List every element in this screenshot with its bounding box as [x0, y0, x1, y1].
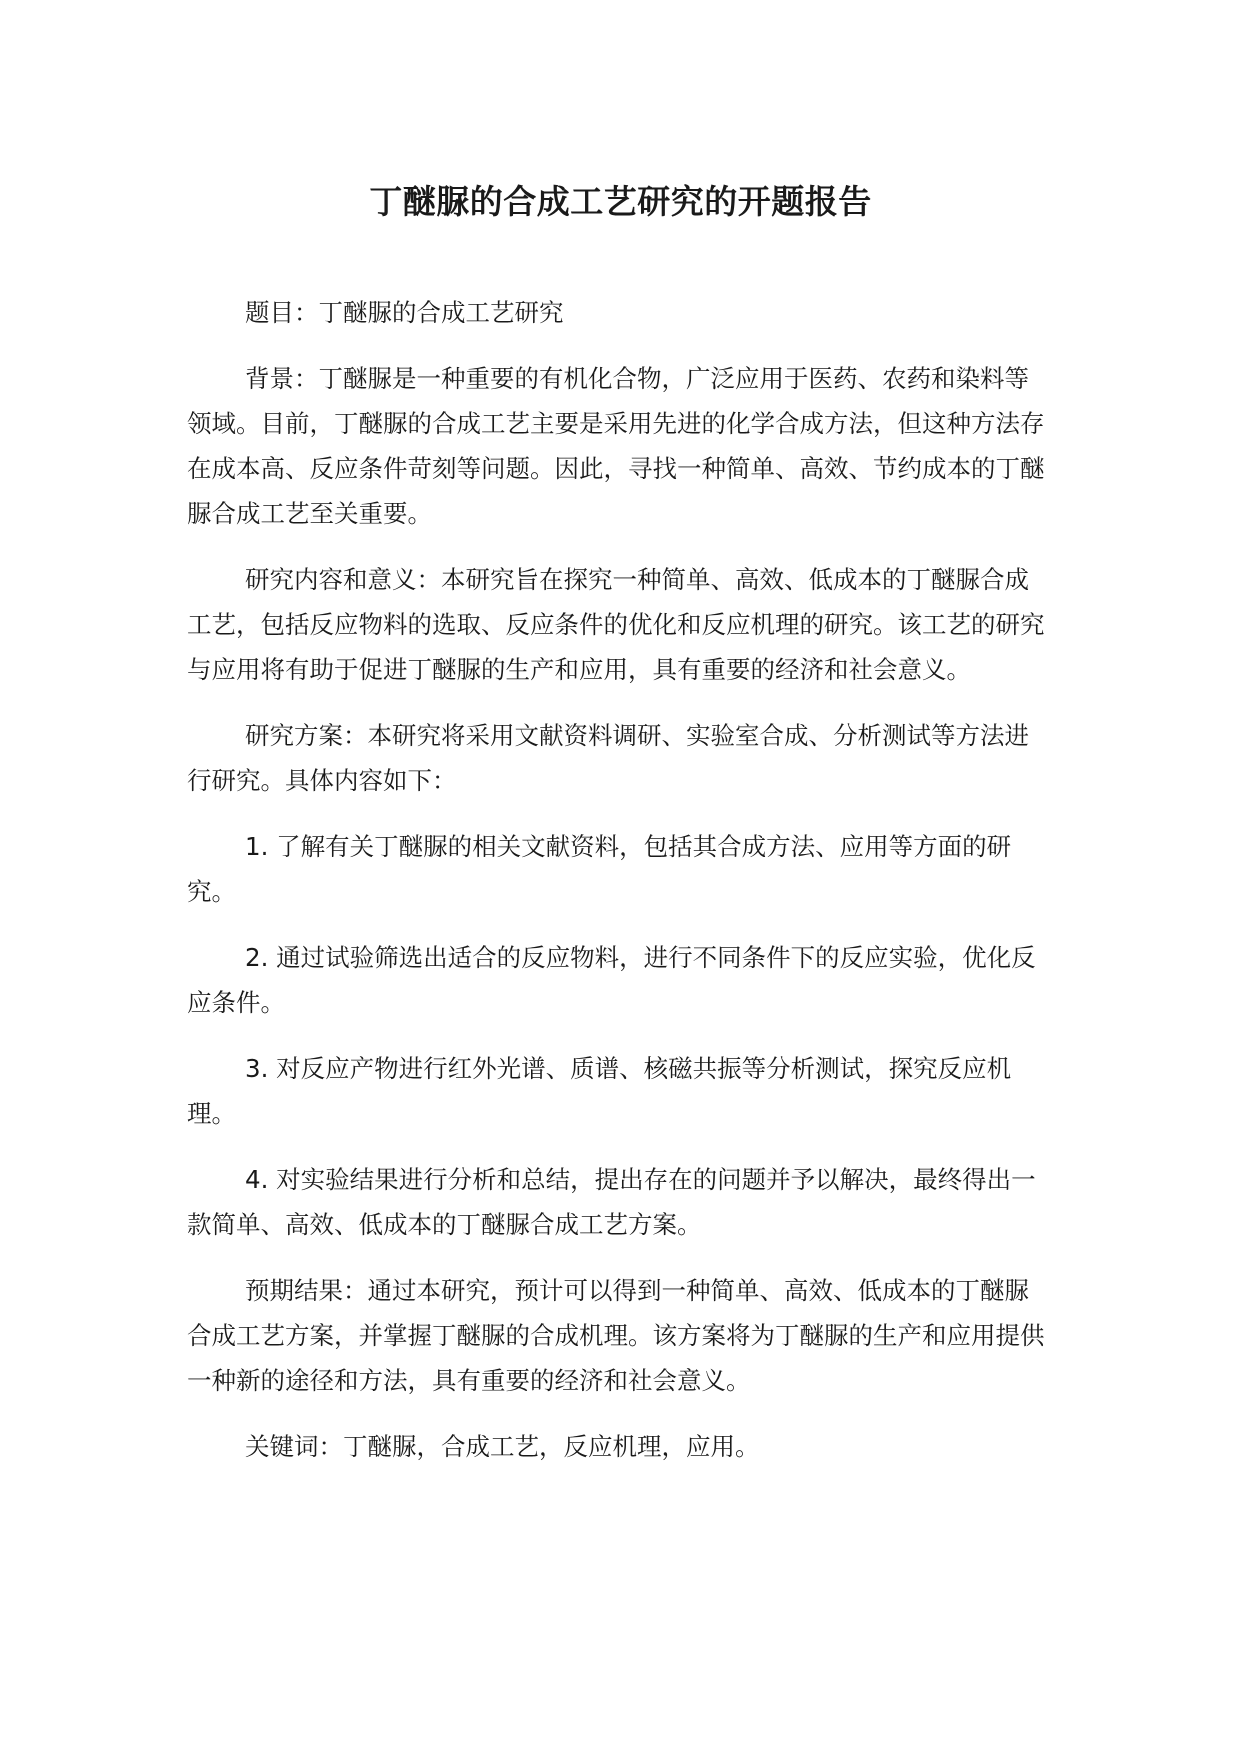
- paragraph-plan-step-4: 4. 对实验结果进行分析和总结，提出存在的问题并予以解决，最终得出一款简单、高效、低成本的丁醚脲合成工艺方案。: [187, 1165, 1036, 1239]
- paragraph-topic: 题目：丁醚脲的合成工艺研究: [245, 298, 564, 327]
- document-body: [187, 290, 1053, 1490]
- paragraph-research-plan: 研究方案：本研究将采用文献资料调研、实验室合成、分析测试等方法进行研究。具体内容如下：: [187, 721, 1029, 795]
- paragraph-plan-step-2: 2. 通过试验筛选出适合的反应物料，进行不同条件下的反应实验，优化反应条件。: [187, 943, 1036, 1017]
- paragraph-keywords: 关键词：丁醚脲，合成工艺，反应机理，应用。: [245, 1432, 760, 1461]
- paragraph-plan-step-1: 1. 了解有关丁醚脲的相关文献资料，包括其合成方法、应用等方面的研究。: [187, 832, 1012, 906]
- document-title: 丁醚脲的合成工艺研究的开题报告: [369, 182, 872, 221]
- paragraph-plan-step-3: 3. 对反应产物进行红外光谱、质谱、核磁共振等分析测试，探究反应机理。: [187, 1054, 1012, 1128]
- paragraph-research-content: 研究内容和意义：本研究旨在探究一种简单、高效、低成本的丁醚脲合成工艺，包括反应物料的选取、反应条件的优化和反应机理的研究。该工艺的研究与应用将有助于促进丁醚脲的生产和应用，具有重要的经济和社会意义。: [187, 565, 1045, 684]
- paragraph-expected-results: 预期结果：通过本研究，预计可以得到一种简单、高效、低成本的丁醚脲合成工艺方案，并掌握丁醚脲的合成机理。该方案将为丁醚脲的生产和应用提供一种新的途径和方法，具有重要的经济和社会意义。: [187, 1276, 1045, 1395]
- paragraph-background: 背景：丁醚脲是一种重要的有机化合物，广泛应用于医药、农药和染料等领域。目前，丁醚脲的合成工艺主要是采用先进的化学合成方法，但这种方法存在成本高、反应条件苛刻等问题。因此，寻找一种简单、高效、节约成本的丁醚脲合成工艺至关重要。: [187, 364, 1045, 528]
